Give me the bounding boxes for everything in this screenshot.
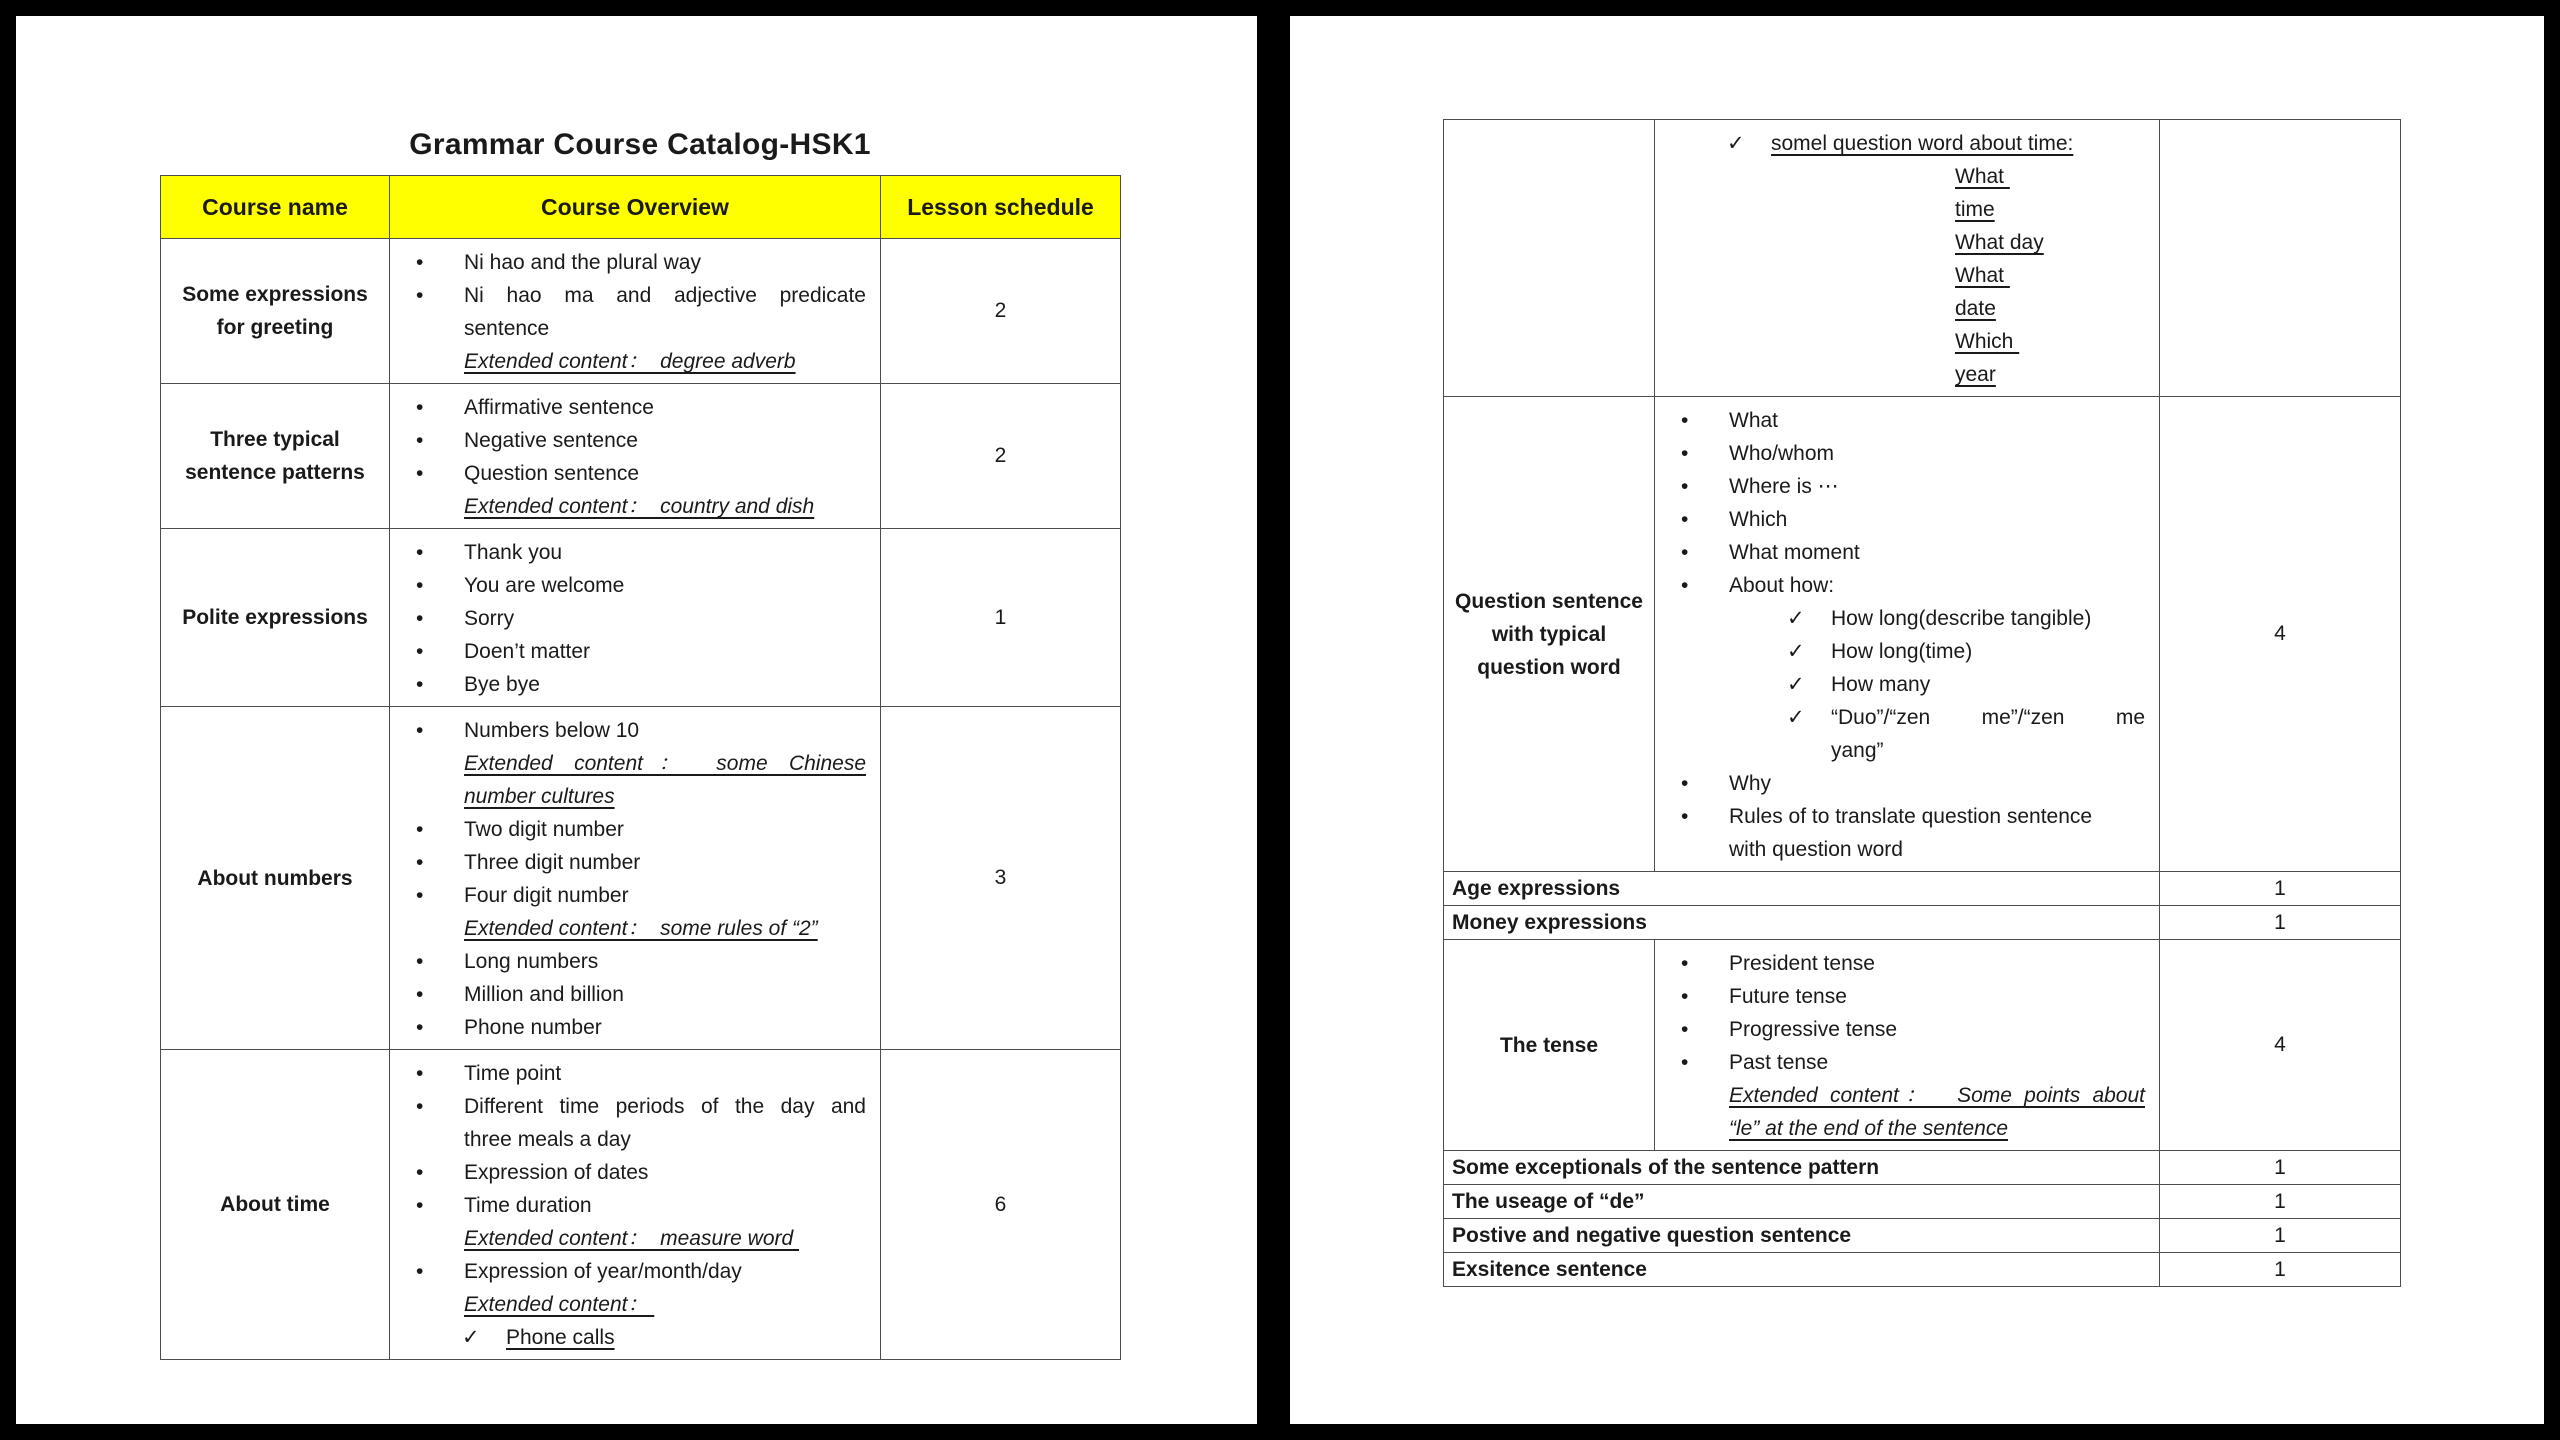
bullet-item <box>390 978 880 1011</box>
text-line <box>1655 358 2159 391</box>
bullet-item <box>1655 503 2159 536</box>
bullet-icon: • <box>1681 409 1689 432</box>
check-item <box>1655 701 2159 734</box>
text-line <box>1655 160 2159 193</box>
item-text: What moment <box>1729 541 1860 564</box>
bullet-item <box>1655 980 2159 1013</box>
course-catalog-table-page1 <box>160 175 1121 1360</box>
item-text: Extended content： degree adverb <box>464 350 796 373</box>
text-line <box>390 912 880 945</box>
lesson-schedule-cell: 6 <box>881 1050 1121 1360</box>
item-text: Time duration <box>464 1194 592 1217</box>
bullet-item <box>390 424 880 457</box>
course-name-cell: About time <box>161 1050 390 1360</box>
bullet-icon: • <box>1681 541 1689 564</box>
table-row <box>1444 872 2401 906</box>
item-text: Progressive tense <box>1729 1018 1898 1041</box>
item-text: Ni hao ma and adjective predicate <box>464 284 866 307</box>
item-text: Who/whom <box>1729 442 1835 465</box>
bullet-icon: • <box>1681 508 1689 531</box>
course-overview-cell <box>390 384 881 529</box>
item-text: “le” at the end of the sentence <box>1729 1117 2009 1140</box>
bullet-item <box>390 246 880 279</box>
bullet-icon: • <box>416 1016 424 1039</box>
item-text: Past tense <box>1729 1051 1829 1074</box>
bullet-icon: • <box>1681 1018 1689 1041</box>
bullet-item <box>1655 1013 2159 1046</box>
course-overview-cell <box>390 529 881 707</box>
item-text: three meals a day <box>464 1128 631 1151</box>
header-lesson-schedule: Lesson schedule <box>881 176 1121 239</box>
item-text: Thank you <box>464 541 563 564</box>
lesson-schedule-cell: 2 <box>881 239 1121 384</box>
item-text: Two digit number <box>464 818 624 841</box>
header-course-overview: Course Overview <box>390 176 881 239</box>
course-overview-cell <box>390 707 881 1050</box>
check-item <box>1655 127 2159 160</box>
item-text: What <box>1955 165 2010 188</box>
bullet-icon: • <box>1681 985 1689 1008</box>
text-line <box>390 1288 880 1321</box>
item-text: What <box>1955 264 2010 287</box>
bullet-item <box>1655 1046 2159 1079</box>
item-text: President tense <box>1729 952 1875 975</box>
course-name-cell: Three typical sentence patterns <box>161 384 390 529</box>
item-text: Phone number <box>464 1016 602 1039</box>
item-text: Sorry <box>464 607 515 630</box>
bullet-icon: • <box>416 884 424 907</box>
header-course-name: Course name <box>161 176 390 239</box>
text-line <box>390 312 880 345</box>
text-line <box>1655 259 2159 292</box>
item-text: Extended content： country and dish <box>464 495 815 518</box>
item-text: Doen’t matter <box>464 640 591 663</box>
lesson-schedule-cell: 4 <box>2160 397 2401 872</box>
header-row <box>161 176 1121 239</box>
item-text: Rules of to translate question sentence <box>1729 805 2093 828</box>
bullet-icon: • <box>1681 574 1689 597</box>
text-line <box>390 345 880 378</box>
item-text: Million and billion <box>464 983 624 1006</box>
bullet-icon: • <box>416 607 424 630</box>
item-text: Phone calls <box>506 1326 615 1349</box>
course-catalog-table-page2 <box>1443 119 2401 1287</box>
item-text: How long(time) <box>1831 640 1973 663</box>
lesson-schedule-cell: 1 <box>2160 1219 2401 1253</box>
course-overview-cell <box>1655 120 2160 397</box>
item-text: Which <box>1955 330 2020 353</box>
item-text: Different time periods of the day and <box>464 1095 866 1118</box>
table-row <box>1444 1219 2401 1253</box>
bullet-icon: • <box>416 429 424 452</box>
text-line <box>1655 1079 2159 1112</box>
item-text: You are welcome <box>464 574 625 597</box>
item-text: About how: <box>1729 574 1835 597</box>
lesson-schedule-cell: 1 <box>2160 1253 2401 1287</box>
text-line <box>1655 734 2159 767</box>
item-text: How long(describe tangible) <box>1831 607 2092 630</box>
item-text: time <box>1955 198 1995 221</box>
lesson-schedule-cell: 4 <box>2160 940 2401 1151</box>
check-item <box>1655 602 2159 635</box>
table-row <box>1444 1185 2401 1219</box>
item-text: What <box>1729 409 1779 432</box>
bullet-icon: • <box>416 719 424 742</box>
course-name-cell: Age expressions <box>1444 872 2160 906</box>
course-name-cell: The tense <box>1444 940 1655 1151</box>
bullet-icon: • <box>416 541 424 564</box>
course-overview-cell <box>390 239 881 384</box>
item-text: Three digit number <box>464 851 641 874</box>
bullet-icon: • <box>416 1095 424 1118</box>
item-text: Extended content： Some points about <box>1729 1084 2145 1107</box>
course-name-cell: Polite expressions <box>161 529 390 707</box>
item-text: yang” <box>1831 739 1884 762</box>
item-text: What day <box>1955 231 2044 254</box>
item-text: with question word <box>1729 838 1903 861</box>
bullet-item <box>1655 800 2159 833</box>
item-text: Where is ⋯ <box>1729 475 1839 498</box>
check-icon: ✓ <box>1727 132 1745 155</box>
text-line <box>390 490 880 523</box>
item-text: Ni hao and the plural way <box>464 251 701 274</box>
bullet-icon: • <box>416 574 424 597</box>
course-name-cell: Money expressions <box>1444 906 2160 940</box>
course-name-cell: About numbers <box>161 707 390 1050</box>
item-text: Extended content： some Chinese <box>464 752 866 775</box>
document-page-2 <box>1290 16 2544 1424</box>
course-overview-cell <box>1655 397 2160 872</box>
item-text: Extended content： <box>464 1293 655 1316</box>
item-text: somel question word about time: <box>1771 132 2074 155</box>
lesson-schedule-cell: 1 <box>881 529 1121 707</box>
bullet-item <box>1655 470 2159 503</box>
item-text: How many <box>1831 673 1931 696</box>
lesson-schedule-cell: 2 <box>881 384 1121 529</box>
text-line <box>390 1222 880 1255</box>
text-line <box>1655 325 2159 358</box>
item-text: Numbers below 10 <box>464 719 640 742</box>
bullet-item <box>390 1156 880 1189</box>
course-name-cell <box>1444 120 1655 397</box>
check-icon: ✓ <box>1787 706 1805 729</box>
lesson-schedule-cell <box>2160 120 2401 397</box>
item-text: Future tense <box>1729 985 1847 1008</box>
bullet-item <box>1655 767 2159 800</box>
bullet-icon: • <box>416 818 424 841</box>
bullet-item <box>390 1189 880 1222</box>
table-row <box>1444 120 2401 397</box>
table-row <box>1444 1253 2401 1287</box>
text-line <box>1655 833 2159 866</box>
course-name-cell: Exsitence sentence <box>1444 1253 2160 1287</box>
bullet-icon: • <box>416 284 424 307</box>
bullet-item <box>1655 437 2159 470</box>
check-icon: ✓ <box>1787 640 1805 663</box>
table-row <box>1444 397 2401 872</box>
bullet-item <box>390 1011 880 1044</box>
bullet-icon: • <box>416 462 424 485</box>
lesson-schedule-cell: 1 <box>2160 872 2401 906</box>
course-name-cell: Postive and negative question sentence <box>1444 1219 2160 1253</box>
bullet-icon: • <box>416 1161 424 1184</box>
bullet-icon: • <box>416 673 424 696</box>
item-text: sentence <box>464 317 550 340</box>
bullet-item <box>390 714 880 747</box>
item-text: Question sentence <box>464 462 640 485</box>
bullet-item <box>390 813 880 846</box>
lesson-schedule-cell: 1 <box>2160 1185 2401 1219</box>
item-text: date <box>1955 297 1996 320</box>
item-text: number cultures <box>464 785 615 808</box>
bullet-icon: • <box>416 1260 424 1283</box>
bullet-item <box>390 846 880 879</box>
bullet-icon: • <box>416 1062 424 1085</box>
item-text: year <box>1955 363 1996 386</box>
item-text: Which <box>1729 508 1788 531</box>
bullet-item <box>390 602 880 635</box>
bullet-icon: • <box>416 983 424 1006</box>
item-text: Why <box>1729 772 1771 795</box>
bullet-icon: • <box>416 640 424 663</box>
text-line <box>390 747 880 780</box>
check-icon: ✓ <box>1787 607 1805 630</box>
course-name-cell: Question sentence with typical question word <box>1444 397 1655 872</box>
item-text: Four digit number <box>464 884 629 907</box>
check-item <box>1655 668 2159 701</box>
table-row <box>161 384 1121 529</box>
table-row <box>1444 940 2401 1151</box>
text-line <box>390 780 880 813</box>
item-text: Long numbers <box>464 950 599 973</box>
table-row <box>1444 1151 2401 1185</box>
page-title: Grammar Course Catalog-HSK1 <box>409 128 871 161</box>
table-row <box>161 239 1121 384</box>
bullet-item <box>1655 404 2159 437</box>
bullet-item <box>390 391 880 424</box>
text-line <box>1655 193 2159 226</box>
bullet-icon: • <box>1681 805 1689 828</box>
bullet-icon: • <box>1681 1051 1689 1074</box>
bullet-item <box>390 668 880 701</box>
table-row <box>161 1050 1121 1360</box>
bullet-icon: • <box>1681 475 1689 498</box>
bullet-icon: • <box>1681 442 1689 465</box>
bullet-item <box>1655 947 2159 980</box>
item-text: Time point <box>464 1062 562 1085</box>
item-text: “Duo”/“zen me”/“zen me <box>1831 706 2145 729</box>
bullet-icon: • <box>416 251 424 274</box>
bullet-item <box>390 1255 880 1288</box>
item-text: Bye bye <box>464 673 540 696</box>
item-text: Affirmative sentence <box>464 396 654 419</box>
text-line <box>1655 292 2159 325</box>
table-row <box>161 707 1121 1050</box>
text-line <box>1655 1112 2159 1145</box>
course-overview-cell <box>390 1050 881 1360</box>
text-line <box>390 1123 880 1156</box>
bullet-item <box>1655 536 2159 569</box>
course-name-cell: The useage of “de” <box>1444 1185 2160 1219</box>
bullet-item <box>390 279 880 312</box>
bullet-icon: • <box>416 396 424 419</box>
lesson-schedule-cell: 3 <box>881 707 1121 1050</box>
bullet-item <box>390 569 880 602</box>
bullet-item <box>390 635 880 668</box>
text-line <box>1655 226 2159 259</box>
check-icon: ✓ <box>462 1326 480 1349</box>
check-item <box>1655 635 2159 668</box>
lesson-schedule-cell: 1 <box>2160 1151 2401 1185</box>
bullet-item <box>1655 569 2159 602</box>
bullet-icon: • <box>1681 772 1689 795</box>
document-page-1 <box>16 16 1257 1424</box>
bullet-icon: • <box>416 950 424 973</box>
bullet-icon: • <box>416 851 424 874</box>
table-row <box>1444 906 2401 940</box>
course-name-cell: Some exceptionals of the sentence pattern <box>1444 1151 2160 1185</box>
lesson-schedule-cell: 1 <box>2160 906 2401 940</box>
check-icon: ✓ <box>1787 673 1805 696</box>
bullet-item <box>390 1057 880 1090</box>
bullet-icon: • <box>1681 952 1689 975</box>
item-text: Expression of dates <box>464 1161 649 1184</box>
item-text: Negative sentence <box>464 429 638 452</box>
bullet-item <box>390 536 880 569</box>
table-row <box>161 529 1121 707</box>
bullet-icon: • <box>416 1194 424 1217</box>
check-item <box>390 1321 880 1354</box>
bullet-item <box>390 1090 880 1123</box>
course-overview-cell <box>1655 940 2160 1151</box>
bullet-item <box>390 945 880 978</box>
item-text: Extended content： some rules of “2” <box>464 917 818 940</box>
course-name-cell: Some expressions for greeting <box>161 239 390 384</box>
bullet-item <box>390 879 880 912</box>
bullet-item <box>390 457 880 490</box>
item-text: Expression of year/month/day <box>464 1260 742 1283</box>
item-text: Extended content： measure word <box>464 1227 800 1250</box>
